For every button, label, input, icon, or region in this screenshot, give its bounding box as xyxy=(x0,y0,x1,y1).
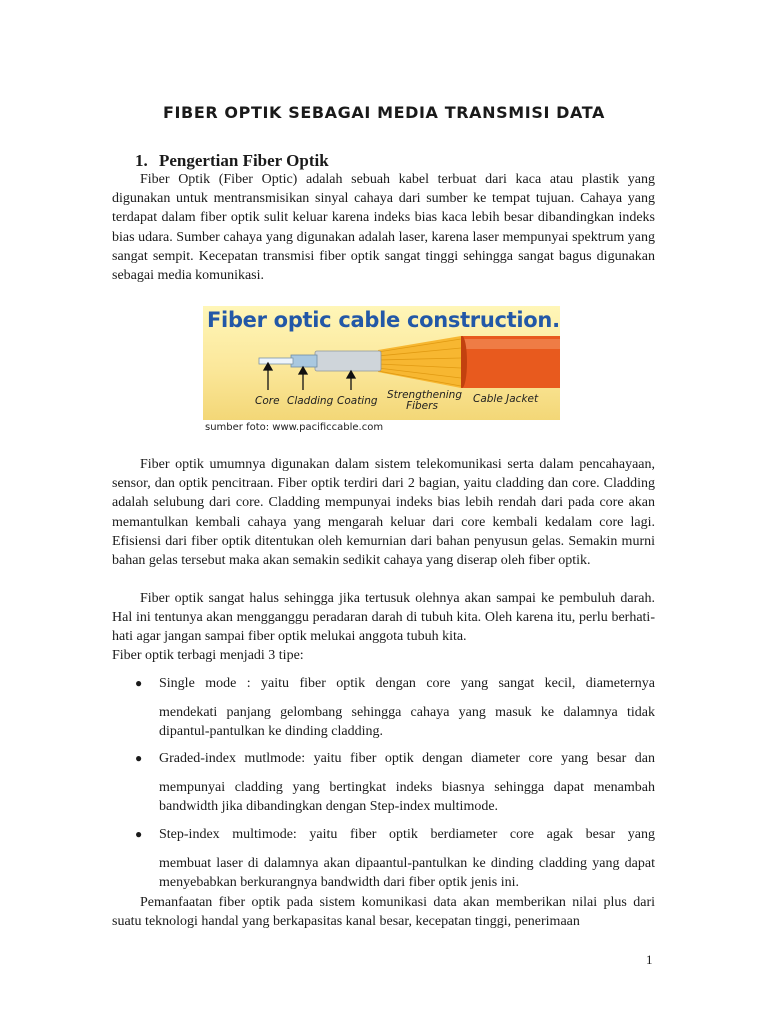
figure-label-coating: Coating xyxy=(337,395,378,407)
section-title: Pengertian Fiber Optik xyxy=(159,151,329,170)
paragraph-3: Fiber optik sangat halus sehingga jika tertusuk olehnya akan sampai ke pembuluh darah. Hal ini tentunya akan mengganggu peradaran darah di tubuh kita. Oleh karena itu, perlu berhati-hati agar jangan sampai fiber optik melukai anggota tubuh kita. xyxy=(112,591,655,645)
list-item-first-line: Graded-index mutlmode: yaitu fiber optik dengan diameter core yang besar dan xyxy=(159,751,655,766)
coating-shape xyxy=(315,351,381,371)
bullet-icon: ● xyxy=(135,751,143,765)
bullet-icon: ● xyxy=(135,827,143,841)
bullet-icon: ● xyxy=(135,676,143,690)
section-number: 1. xyxy=(135,151,148,170)
list-item-first-line: Single mode : yaitu fiber optik dengan core yang sangat kecil, diameternya xyxy=(159,676,655,691)
paragraph-4: Pemanfaatan fiber optik pada sistem komunikasi data akan memberikan nilai plus dari suatu teknologi handal yang berkapasitas kanal besar, kecepatan tinggi, penerimaan xyxy=(112,895,655,930)
cladding-shape xyxy=(291,355,317,367)
list-item-rest: mempunyai cladding yang bertingkat indeks biasnya sehingga dapat menambah bandwidth jika dibandingkan dengan Step-index multimode. xyxy=(159,780,655,815)
figure-title: Fiber optic cable construction. xyxy=(207,308,560,332)
list-item-rest: membuat laser di dalamnya akan dipaantul-pantulkan ke dinding cladding yang dapat menyebabkan berkurangnya bandwidth dari fiber optik jenis ini. xyxy=(159,856,655,891)
section-heading xyxy=(135,151,329,171)
paragraph-2: Fiber optik umumnya digunakan dalam sistem telekomunikasi serta dalam pencahayaan, sensor, dan optik pencitraan. Fiber optik terdiri dari 2 bagian, yaitu cladding dan core. Cladding adalah selubung dari core. Cladding mempunyai indeks bias lebih rendah dari pada core akan memantulkan kembali cahaya yang mengarah keluar dari core kembali kedalam core lagi. Efisiensi dari fiber optik ditentukan oleh kemurnian dari bahan penyusun gelas. Semakin murni bahan gelas tersebut maka akan semakin sedikit cahaya yang diserap oleh fiber optik. xyxy=(112,457,655,569)
figure-label-core: Core xyxy=(255,395,280,407)
cable-jacket-highlight xyxy=(461,339,560,349)
types-intro: Fiber optik terbagi menjadi 3 tipe: xyxy=(112,648,304,663)
figure-label-strengthening: Strengthening Fibers xyxy=(387,389,463,412)
list-item-rest: mendekati panjang gelombang sehingga cahaya yang masuk ke dalamnya tidak dipantul-pantulkan ke dinding cladding. xyxy=(159,705,655,740)
figure-label-jacket: Cable Jacket xyxy=(473,393,539,405)
fiber-optic-figure xyxy=(203,306,560,420)
core-shape xyxy=(259,358,293,364)
document-title: FIBER OPTIK SEBAGAI MEDIA TRANSMISI DATA xyxy=(162,103,606,122)
list-item-first-line: Step-index multimode: yaitu fiber optik berdiameter core agak besar yang xyxy=(159,827,655,842)
strengthening-fibers-shape xyxy=(378,336,461,388)
intro-paragraph: Fiber Optik (Fiber Optic) adalah sebuah kabel terbuat dari kaca atau plastik yang digunakan untuk mentransmisikan sinyal cahaya dari sumber ke tempat tujuan. Cahaya yang terdapat dalam fiber optik sulit keluar karena indeks bias kaca lebih besar dibandingkan indeks bias udara. Sumber cahaya yang digunakan adalah laser, karena laser mempunyai spektrum yang sangat sempit. Kecepatan transmisi fiber optik sangat tinggi sehingga sangat bagus digunakan sebagai media komunikasi. xyxy=(112,172,655,284)
figure-caption: sumber foto: www.pacificcable.com xyxy=(205,422,384,433)
figure-label-cladding: Cladding xyxy=(287,395,334,407)
page-number: 1 xyxy=(646,952,653,967)
